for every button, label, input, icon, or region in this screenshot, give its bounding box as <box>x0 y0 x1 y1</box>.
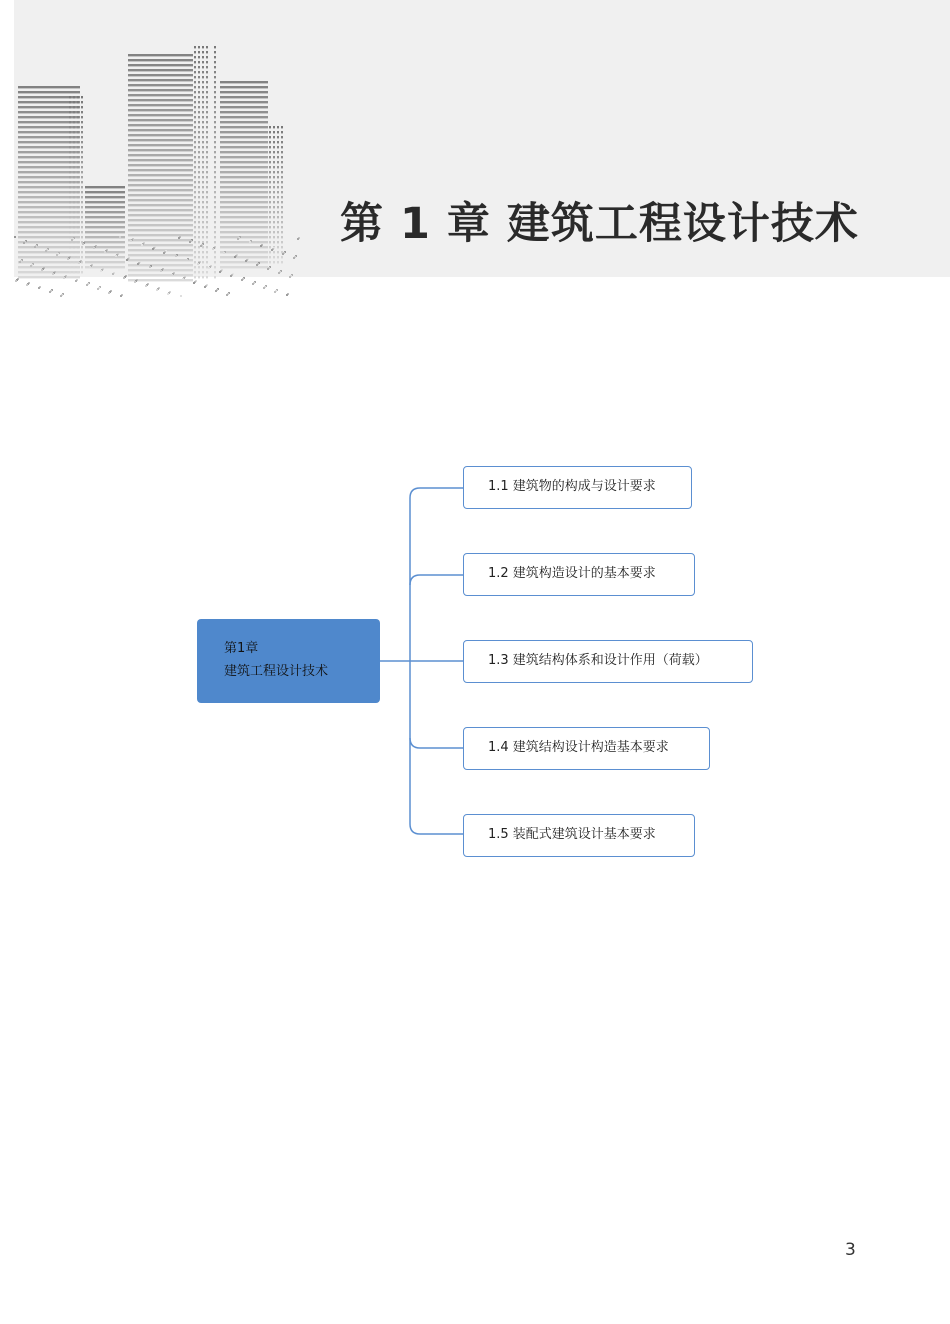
branch-label: 1.1 建筑物的构成与设计要求 <box>488 479 656 494</box>
root-line-title: 建筑工程设计技术 <box>224 664 329 679</box>
branch-node-1-3[interactable] <box>463 640 753 683</box>
chapter-title: 第 1 章 建筑工程设计技术 <box>340 199 859 249</box>
branch-label: 1.3 建筑结构体系和设计作用（荷载） <box>488 653 708 668</box>
branch-label: 1.2 建筑构造设计的基本要求 <box>488 566 656 581</box>
skyline-illustration <box>10 36 305 298</box>
branch-node-1-4[interactable] <box>463 727 710 770</box>
branch-node-1-1[interactable] <box>463 466 692 509</box>
mindmap-root-node[interactable] <box>197 619 380 703</box>
root-line-chapter: 第1章 <box>224 641 259 656</box>
branch-node-1-5[interactable] <box>463 814 695 857</box>
branch-label: 1.5 装配式建筑设计基本要求 <box>488 827 656 842</box>
branch-node-1-2[interactable] <box>463 553 695 596</box>
page-number: 3 <box>845 1240 856 1260</box>
branch-label: 1.4 建筑结构设计构造基本要求 <box>488 740 669 755</box>
